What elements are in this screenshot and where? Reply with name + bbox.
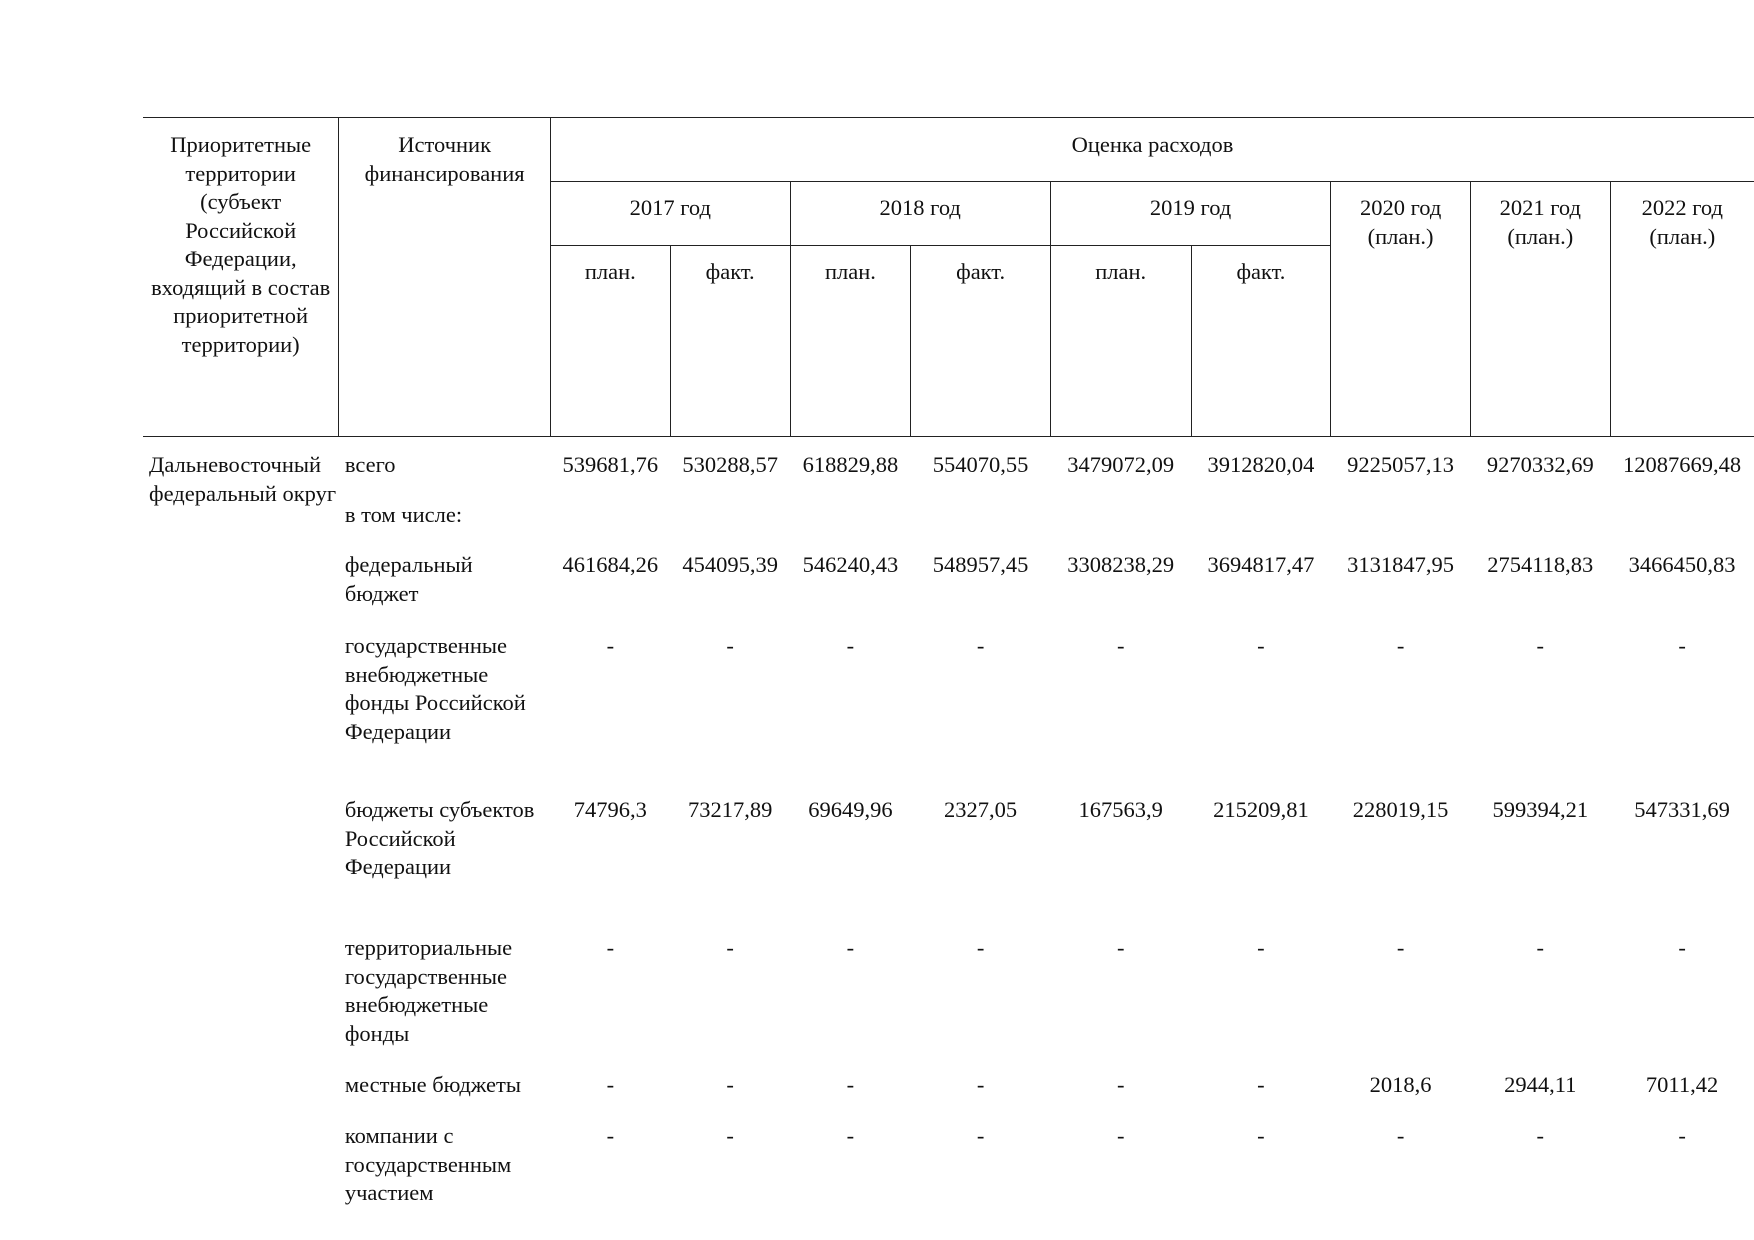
value-cell: 2327,05 bbox=[944, 797, 1018, 822]
value-cell: 2944,11 bbox=[1504, 1072, 1577, 1097]
table-row bbox=[143, 437, 1754, 487]
value-cell: 9225057,13 bbox=[1347, 452, 1455, 477]
table-row bbox=[143, 1108, 1754, 1212]
header-year-2019: 2019 год bbox=[1050, 182, 1330, 246]
value-cell: 530288,57 bbox=[682, 452, 778, 477]
value-cell: - bbox=[976, 633, 985, 658]
value-cell: - bbox=[1116, 935, 1125, 960]
header-2018-plan: план. bbox=[790, 246, 911, 437]
value-cell: - bbox=[1257, 1072, 1265, 1097]
value-cell: 74796,3 bbox=[573, 797, 647, 822]
source-cell: государственные внебюджетные фонды Российской Федерации bbox=[344, 633, 526, 744]
value-cell: 3694817,47 bbox=[1207, 552, 1315, 577]
value-cell: 2754118,83 bbox=[1487, 552, 1594, 577]
value-cell: 215209,81 bbox=[1213, 797, 1309, 822]
header-year-2017: 2017 год bbox=[550, 182, 790, 246]
header-2017-plan: план. bbox=[550, 246, 670, 437]
expenses-table bbox=[143, 117, 1754, 1212]
header-source: Источник финансирования bbox=[339, 118, 551, 437]
value-cell: - bbox=[1257, 1123, 1265, 1148]
header-territory: Приоритетные территории (субъект Российской Федерации, входящий в состав приоритетной территории) bbox=[143, 118, 339, 437]
value-cell: - bbox=[976, 1072, 985, 1097]
value-cell: - bbox=[976, 1123, 985, 1148]
value-cell bbox=[1610, 486, 1754, 536]
value-cell: - bbox=[1536, 1123, 1545, 1148]
source-cell: бюджеты субъектов Российской Федерации bbox=[344, 797, 535, 879]
value-cell: - bbox=[606, 633, 615, 658]
source-cell: местные бюджеты bbox=[344, 1072, 521, 1097]
header-year-2021-plan: 2021 год (план.) bbox=[1470, 182, 1610, 437]
value-cell: 12087669,48 bbox=[1623, 452, 1742, 477]
table-row bbox=[143, 536, 1754, 618]
value-cell: - bbox=[1536, 935, 1545, 960]
value-cell bbox=[1050, 486, 1191, 536]
value-cell: - bbox=[1678, 633, 1686, 658]
table-row bbox=[143, 618, 1754, 782]
value-cell bbox=[1331, 486, 1471, 536]
value-cell: 2018,6 bbox=[1369, 1072, 1432, 1097]
value-cell: - bbox=[1116, 1123, 1125, 1148]
value-cell: - bbox=[1536, 633, 1545, 658]
value-cell: - bbox=[846, 633, 855, 658]
header-2018-fact: факт. bbox=[911, 246, 1051, 437]
value-cell: 599394,21 bbox=[1492, 797, 1589, 822]
value-cell: - bbox=[726, 633, 734, 658]
value-cell: - bbox=[1116, 1072, 1125, 1097]
value-cell: - bbox=[1678, 935, 1686, 960]
value-cell: 548957,45 bbox=[932, 552, 1029, 577]
value-cell bbox=[1470, 486, 1610, 536]
value-cell bbox=[790, 486, 911, 536]
value-cell: - bbox=[1396, 1123, 1405, 1148]
table-row bbox=[143, 1057, 1754, 1108]
value-cell: - bbox=[846, 1123, 855, 1148]
value-cell: 554070,55 bbox=[932, 452, 1029, 477]
value-cell: - bbox=[606, 1072, 615, 1097]
value-cell bbox=[1191, 486, 1331, 536]
header-expense-estimate: Оценка расходов bbox=[550, 118, 1754, 182]
table-body bbox=[143, 437, 1754, 1213]
value-cell: 539681,76 bbox=[562, 452, 659, 477]
value-cell: - bbox=[606, 1123, 615, 1148]
value-cell: 618829,88 bbox=[802, 452, 899, 477]
value-cell: - bbox=[1396, 935, 1405, 960]
value-cell bbox=[911, 486, 1051, 536]
value-cell: - bbox=[846, 935, 855, 960]
value-cell: 69649,96 bbox=[808, 797, 893, 822]
value-cell: - bbox=[726, 935, 734, 960]
header-2017-fact: факт. bbox=[670, 246, 790, 437]
table-row bbox=[143, 486, 1754, 536]
value-cell: - bbox=[726, 1072, 734, 1097]
value-cell: - bbox=[976, 935, 985, 960]
value-cell bbox=[550, 486, 670, 536]
value-cell bbox=[670, 486, 790, 536]
value-cell: - bbox=[846, 1072, 855, 1097]
source-cell: территориальные государственные внебюджетные фонды bbox=[344, 935, 513, 1046]
value-cell: 167563,9 bbox=[1078, 797, 1163, 822]
table-row bbox=[143, 920, 1754, 1057]
value-cell: 228019,15 bbox=[1352, 797, 1449, 822]
value-cell: 3131847,95 bbox=[1347, 552, 1455, 577]
value-cell: 3912820,04 bbox=[1207, 452, 1315, 477]
header-2019-plan: план. bbox=[1050, 246, 1191, 437]
value-cell: 73217,89 bbox=[687, 797, 773, 822]
value-cell: 547331,69 bbox=[1634, 797, 1730, 822]
table-row bbox=[143, 782, 1754, 920]
source-cell: всего bbox=[344, 452, 396, 477]
value-cell: 3308238,29 bbox=[1067, 552, 1175, 577]
value-cell: - bbox=[1116, 633, 1125, 658]
table-header bbox=[143, 118, 1754, 437]
source-cell: компании с государственным участием bbox=[344, 1123, 512, 1205]
value-cell: - bbox=[726, 1123, 734, 1148]
value-cell: 9270332,69 bbox=[1486, 452, 1594, 477]
value-cell: 454095,39 bbox=[682, 552, 778, 577]
value-cell: 3466450,83 bbox=[1628, 552, 1736, 577]
source-cell: в том числе: bbox=[344, 502, 463, 527]
territory-cell: Дальневосточный федеральный округ bbox=[149, 452, 337, 506]
header-2019-fact: факт. bbox=[1191, 246, 1331, 437]
header-year-2022-plan: 2022 год (план.) bbox=[1610, 182, 1754, 437]
value-cell: - bbox=[606, 935, 615, 960]
value-cell: 546240,43 bbox=[802, 552, 899, 577]
header-year-2020-plan: 2020 год (план.) bbox=[1331, 182, 1471, 437]
value-cell: 7011,42 bbox=[1645, 1072, 1719, 1097]
source-cell: федеральный бюджет bbox=[344, 552, 473, 606]
value-cell: 3479072,09 bbox=[1067, 452, 1175, 477]
value-cell: - bbox=[1396, 633, 1405, 658]
value-cell: - bbox=[1257, 633, 1265, 658]
value-cell: - bbox=[1257, 935, 1265, 960]
value-cell: - bbox=[1678, 1123, 1686, 1148]
value-cell: 461684,26 bbox=[562, 552, 659, 577]
header-year-2018: 2018 год bbox=[790, 182, 1050, 246]
